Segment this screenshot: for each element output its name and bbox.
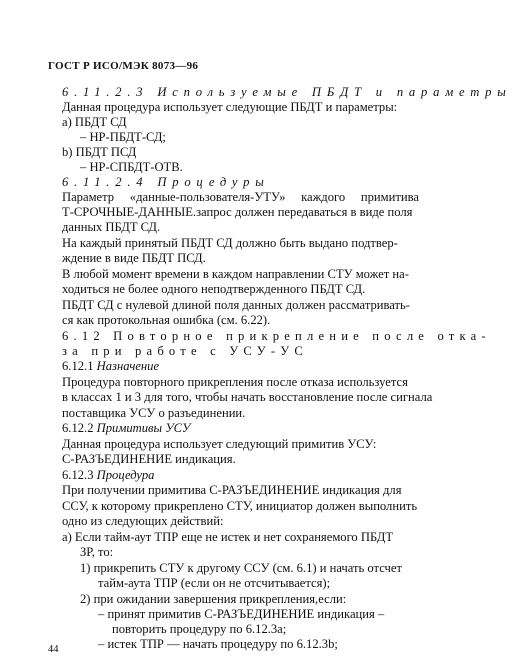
text-line: Т-СРОЧНЫЕ-ДАННЫЕ.запрос должен передаваться в виде поля	[62, 205, 413, 219]
list-subitem: – принят примитив С-РАЗЪЕДИНЕНИЕ индикация –	[98, 607, 385, 621]
running-header: ГОСТ Р ИСО/МЭК 8073—96	[48, 60, 199, 72]
text-line: Данная процедура использует следующие ПБДТ и параметры:	[62, 100, 398, 114]
list-subitem: – НР-СПБДТ-ОТВ.	[80, 160, 183, 174]
text-line: ПБДТ СД с нулевой длиной поля данных должен рассматривать-	[62, 298, 410, 312]
text-line: С-РАЗЪЕДИНЕНИЕ индикация.	[62, 452, 236, 466]
text-line: ся как протокольная ошибка (см. 6.22).	[62, 313, 271, 327]
list-item-cont: ЗР, то:	[80, 545, 114, 559]
text-line: в классах 1 и 3 для того, чтобы начать восстановление после сигнала	[62, 390, 433, 404]
page-number: 44	[48, 644, 59, 655]
text-line: Данная процедура использует следующий примитив УСУ:	[62, 437, 377, 451]
list-item-cont: тайм-аута ТПР (если он не отсчитывается);	[98, 576, 331, 590]
text-line: На каждый принятый ПБДТ СД должно быть выдано подтвер-	[62, 236, 398, 250]
text-line: поставщика УСУ о разъединении.	[62, 406, 246, 420]
text-line: одно из следующих действий:	[62, 514, 224, 528]
heading-6-11-2-4: 6.11.2.4 Процедуры	[62, 175, 270, 189]
heading-6-12-1: 6.12.1 Назначение	[62, 359, 160, 373]
heading-6-12-cont: за при работе с УСУ-УС	[62, 344, 309, 358]
text-line: Параметр «данные-пользователя-УТУ» каждого примитива	[62, 190, 419, 204]
list-item-a: а) Если тайм-аут ТПР еще не истек и нет сохраняемого ПБДТ	[62, 530, 394, 544]
text-line: ходиться не более одного неподтвержденного ПБДТ СД.	[62, 282, 366, 296]
text-line: ССУ, к которому прикреплено СТУ, инициатор должен выполнить	[62, 499, 418, 513]
text-line: В любой момент времени в каждом направлении СТУ может на-	[62, 267, 409, 281]
heading-6-11-2-3: 6.11.2.3 Используемые ПБДТ и параметры	[62, 85, 512, 99]
heading-6-12-3: 6.12.3 Процедура	[62, 468, 155, 482]
list-subitem: – НР-ПБДТ-СД;	[80, 130, 166, 144]
text-line: При получении примитива С-РАЗЪЕДИНЕНИЕ индикация для	[62, 483, 402, 497]
list-item-b: b) ПБДТ ПСД	[62, 145, 137, 159]
list-item-1: 1) прикрепить СТУ к другому ССУ (см. 6.1) и начать отсчет	[80, 561, 402, 575]
text-line: ждение в виде ПБДТ ПСД.	[62, 251, 206, 265]
heading-6-12-2: 6.12.2 Примитивы УСУ	[62, 421, 191, 435]
list-subitem-cont: повторить процедуру по 6.12.3а;	[112, 622, 287, 636]
text-line: Процедура повторного прикрепления после отказа используется	[62, 375, 408, 389]
text-line: данных ПБДТ СД.	[62, 220, 161, 234]
list-item-2: 2) при ожидании завершения прикрепления,если:	[80, 592, 347, 606]
heading-6-12: 6.12 Повторное прикрепление после отка-	[62, 329, 491, 343]
list-item-a: а) ПБДТ СД	[62, 115, 127, 129]
list-subitem: – истек ТПР — начать процедуру по 6.12.3b;	[98, 637, 338, 651]
